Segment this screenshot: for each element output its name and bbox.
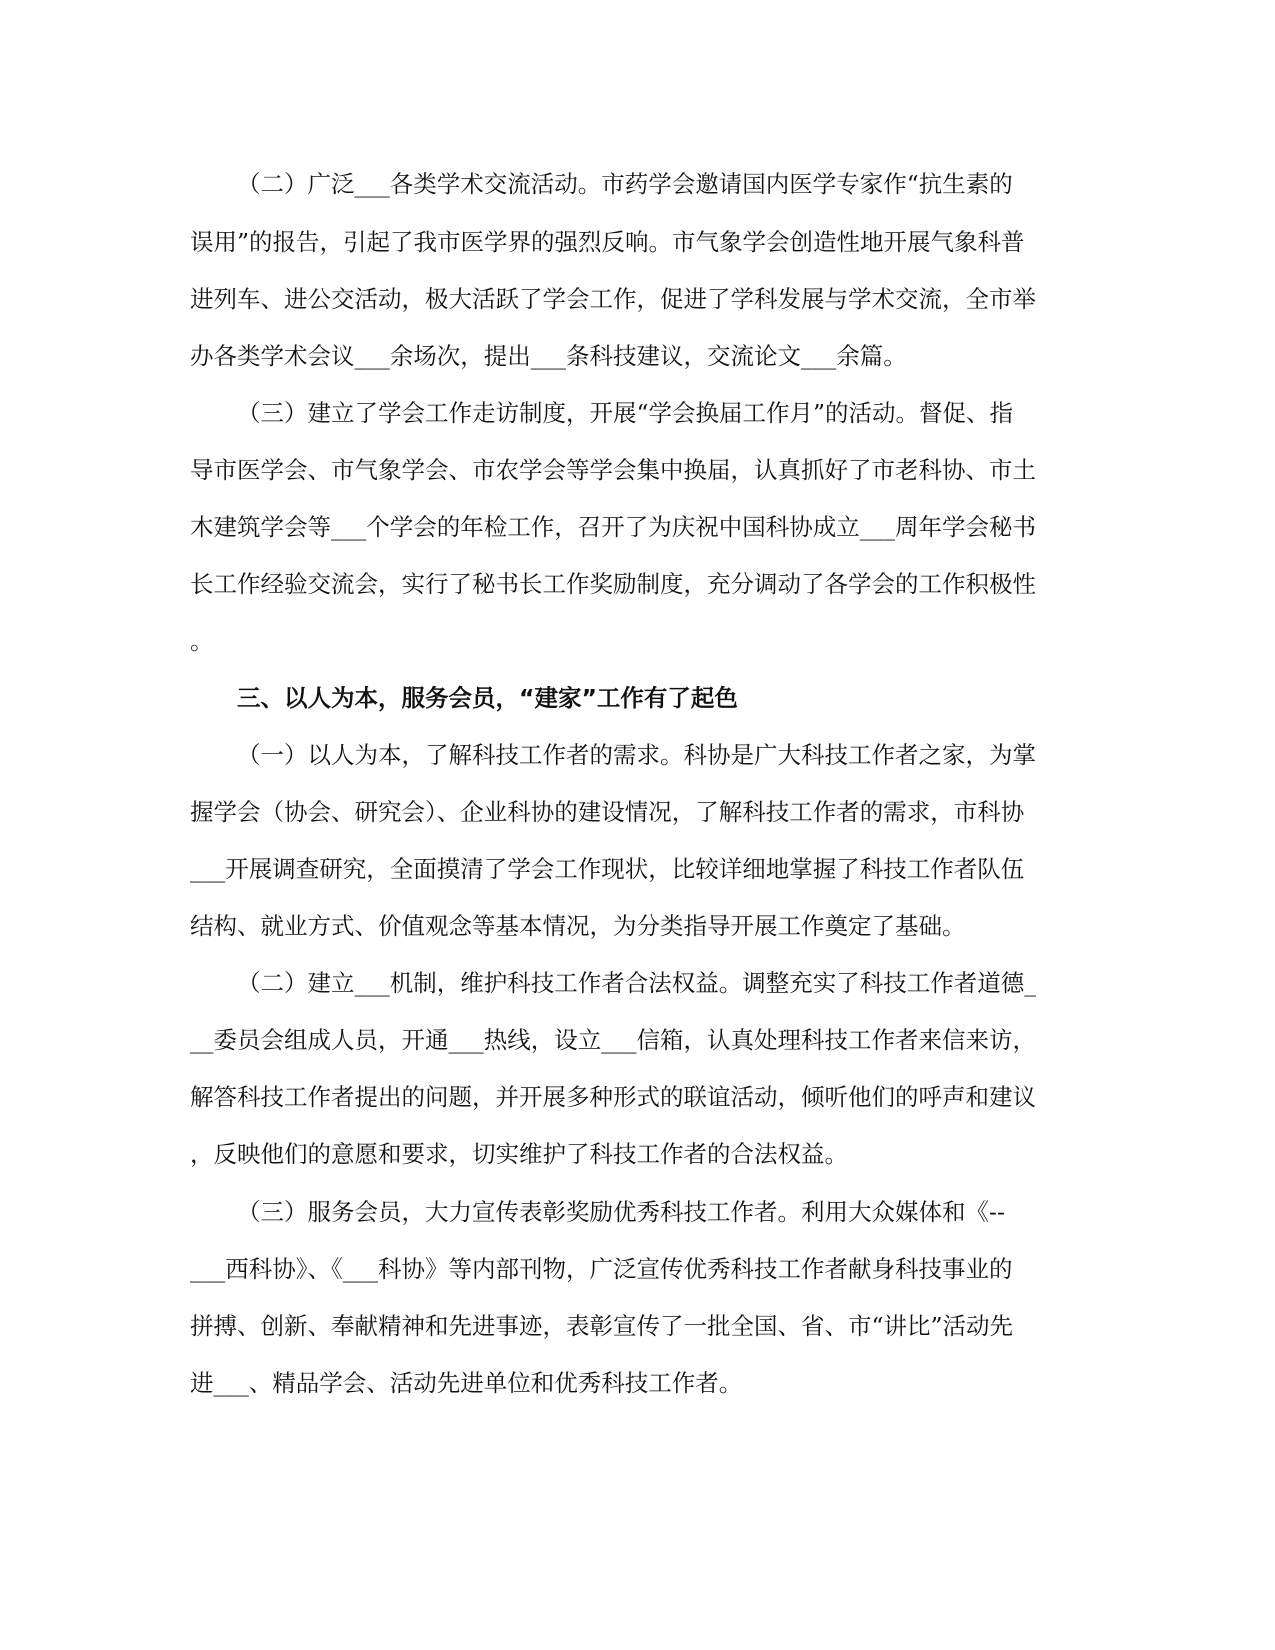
paragraph-line: 解答科技工作者提出的问题，并开展多种形式的联谊活动，倾听他们的呼声和建议 [190, 1083, 1036, 1111]
paragraph-line: __委员会组成人员，开通___热线，设立___信箱，认真处理科技工作者来信来访， [190, 1026, 1036, 1054]
paragraph-line: 拼搏、创新、奉献精神和先进事迹，表彰宣传了一批全国、省、市“讲比”活动先 [190, 1312, 1014, 1340]
paragraph-line: （二）建立___机制，维护科技工作者合法权益。调整充实了科技工作者道德_ [237, 969, 1036, 997]
paragraph-line: 误用”的报告，引起了我市医学界的强烈反响。市气象学会创造性地开展气象科普 [190, 228, 1025, 256]
paragraph-line: 进___、精品学会、活动先进单位和优秀科技工作者。 [190, 1369, 743, 1397]
paragraph-line: （三）服务会员，大力宣传表彰奖励优秀科技工作者。利用大众媒体和《-- [237, 1198, 1005, 1226]
paragraph-line: 木建筑学会等___个学会的年检工作，召开了为庆祝中国科协成立___周年学会秘书 [190, 513, 1036, 541]
paragraph-line: 结构、就业方式、价值观念等基本情况，为分类指导开展工作奠定了基础。 [190, 912, 966, 940]
paragraph-line: 。 [190, 627, 214, 655]
paragraph-line: 导市医学会、市气象学会、市农学会等学会集中换届，认真抓好了市老科协、市土 [190, 456, 1036, 484]
paragraph-line: 办各类学术会议___余场次，提出___条科技建议，交流论文___余篇。 [190, 342, 907, 370]
paragraph-line: ，反映他们的意愿和要求，切实维护了科技工作者的合法权益。 [190, 1140, 848, 1168]
paragraph-line: （一）以人为本，了解科技工作者的需求。科协是广大科技工作者之家，为掌 [237, 741, 1036, 769]
paragraph-line: 长工作经验交流会，实行了秘书长工作奖励制度，充分调动了各学会的工作积极性 [190, 570, 1036, 598]
paragraph-line: （三）建立了学会工作走访制度，开展“学会换届工作月”的活动。督促、指 [237, 399, 1014, 427]
paragraph-line: 握学会（协会、研究会）、企业科协的建设情况，了解科技工作者的需求，市科协 [190, 798, 1025, 826]
paragraph-line: 进列车、进公交活动，极大活跃了学会工作，促进了学科发展与学术交流，全市举 [190, 285, 1036, 313]
paragraph-line: ___西科协》、《___科协》等内部刊物，广泛宣传优秀科技工作者献身科技事业的 [190, 1255, 1013, 1283]
paragraph-line: （二）广泛___各类学术交流活动。市药学会邀请国内医学专家作“抗生素的 [237, 170, 1013, 198]
paragraph-line: ___开展调查研究，全面摸清了学会工作现状，比较详细地掌握了科技工作者队伍 [190, 855, 1025, 883]
section-heading: 三、以人为本，服务会员，“建家”工作有了起色 [237, 684, 738, 712]
